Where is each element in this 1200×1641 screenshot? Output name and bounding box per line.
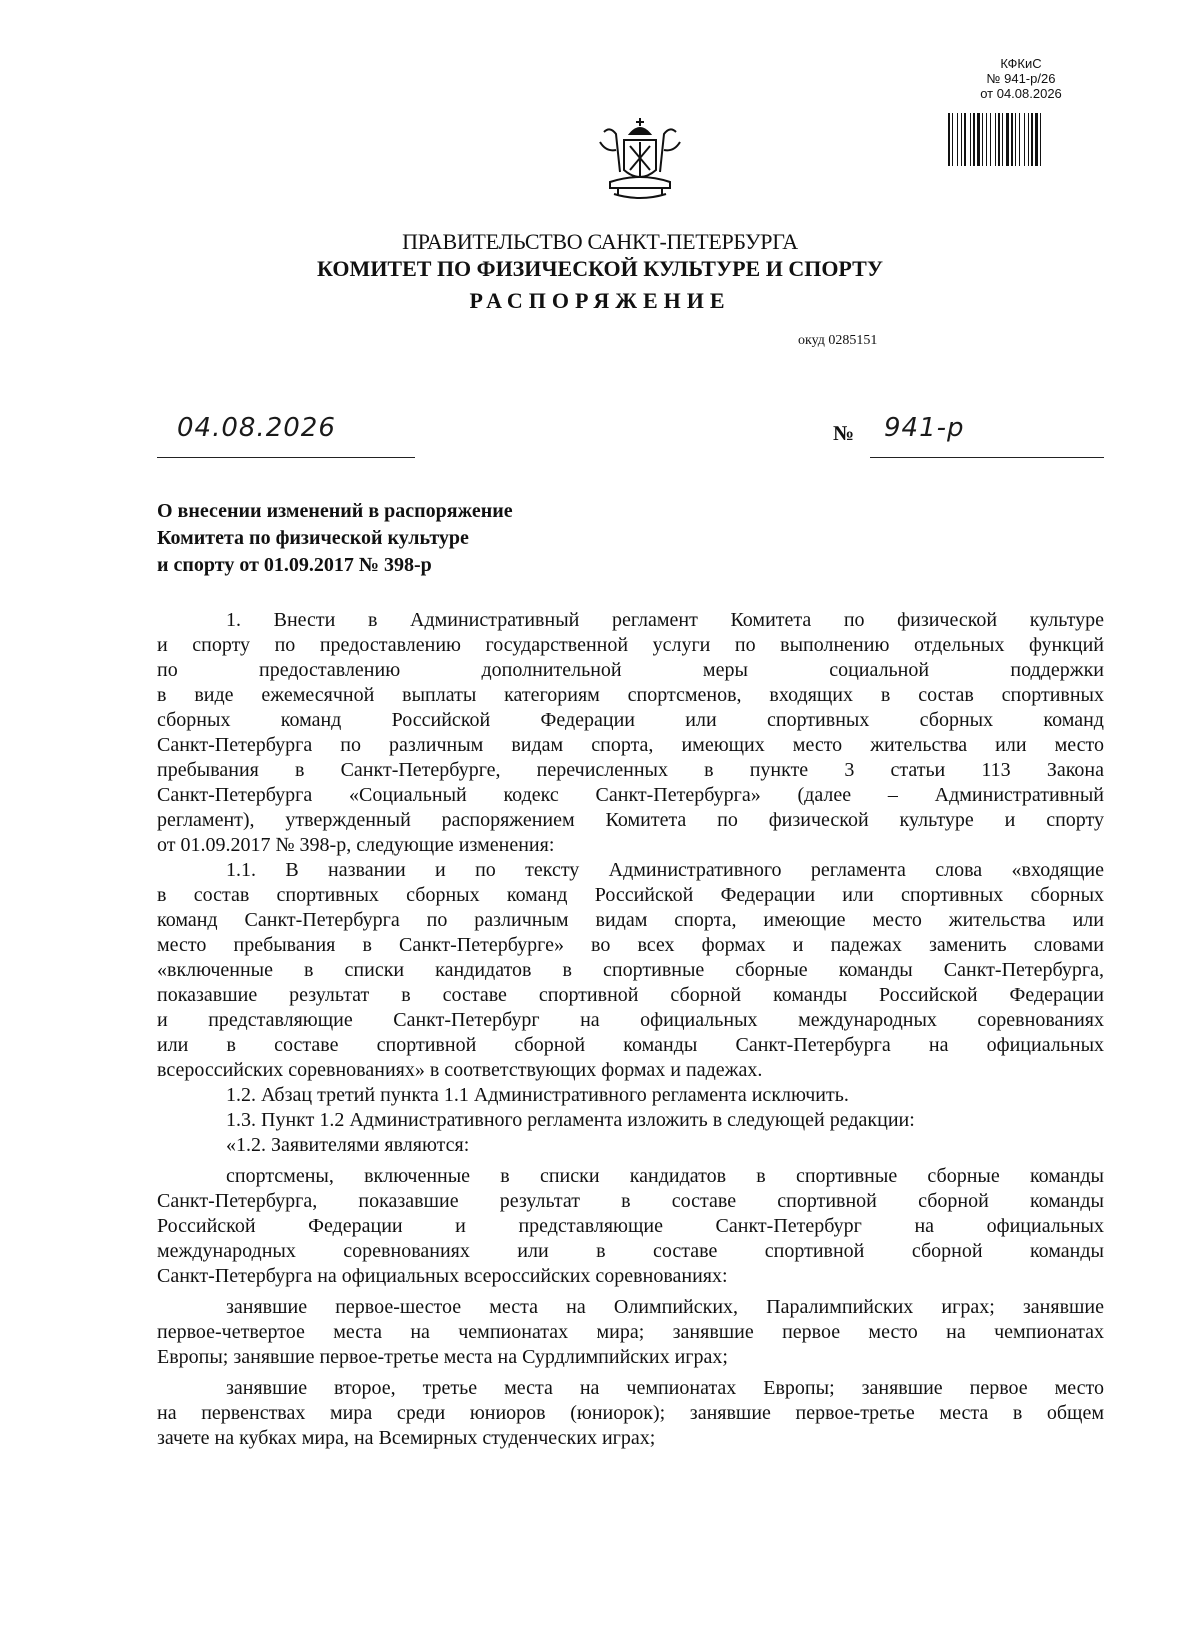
body-line: по предоставлению дополнительной меры социальной поддержки	[157, 659, 1104, 681]
body-line: Санкт-Петербурга на официальных всероссийских соревнованиях:	[157, 1265, 728, 1287]
body-line: спортсмены, включенные в списки кандидатов в спортивные сборные команды	[226, 1165, 1104, 1187]
okud-code: окуд 0285151	[798, 333, 878, 348]
barcode-bar	[957, 113, 958, 166]
body-line: в виде ежемесячной выплаты категориям спортсменов, входящих в состав спортивных	[157, 684, 1104, 706]
barcode-bar	[982, 113, 983, 166]
handwritten-date: 04.08.2026	[177, 413, 336, 443]
barcode-bar	[986, 113, 987, 166]
barcode-bar	[990, 113, 991, 166]
body-line: 1. Внести в Административный регламент Комитета по физической культуре	[226, 609, 1104, 631]
body-line: занявшие второе, третье места на чемпионатах Европы; занявшие первое место	[226, 1377, 1104, 1399]
body-line: зачете на кубках мира, на Всемирных студенческих играх;	[157, 1427, 656, 1449]
barcode-bar	[973, 113, 975, 166]
barcode-bar	[1024, 113, 1025, 166]
body-line: и представляющие Санкт-Петербург на официальных международных соревнованиях	[157, 1009, 1104, 1031]
body-line: место пребывания в Санкт-Петербурге» во всех формах и падежах заменить словами	[157, 934, 1104, 956]
committee-title: КОМИТЕТ ПО ФИЗИЧЕСКОЙ КУЛЬТУРЕ И СПОРТУ	[317, 256, 883, 281]
coat-of-arms-emblem	[596, 112, 684, 204]
barcode-bar	[952, 113, 953, 166]
barcode-bar	[961, 113, 962, 166]
body-line: показавшие результат в составе спортивной сборной команды Российской Федерации	[157, 984, 1104, 1006]
barcode	[948, 113, 1100, 166]
barcode-bar	[998, 113, 1000, 166]
handwritten-number: 941-р	[884, 413, 965, 443]
barcode-bar	[1019, 113, 1020, 166]
body-line: или в составе спортивной сборной команды Санкт-Петербурга на официальных	[157, 1034, 1104, 1056]
barcode-bar	[1011, 113, 1013, 166]
subject-line: и спорту от 01.09.2017 № 398-р	[157, 554, 432, 576]
body-line: «1.2. Заявителями являются:	[226, 1134, 470, 1156]
number-label: №	[833, 421, 855, 445]
body-line: 1.2. Абзац третий пункта 1.1 Административного регламента исключить.	[226, 1084, 849, 1106]
stamp-date: от 04.08.2026	[980, 86, 1062, 101]
body-line: команд Санкт-Петербурга по различным видам спорта, имеющие место жительства или	[157, 909, 1104, 931]
date-field	[157, 413, 415, 458]
subject-line: Комитета по физической культуре	[157, 527, 469, 549]
body-line: регламент), утвержденный распоряжением Комитета по физической культуре и спорту	[157, 809, 1104, 831]
body-line: «включенные в списки кандидатов в спортивные сборные команды Санкт-Петербурга,	[157, 959, 1104, 981]
body-line: сборных команд Российской Федерации или спортивных сборных команд	[157, 709, 1104, 731]
barcode-bar	[1031, 113, 1033, 166]
stamp-number: № 941-р/26	[986, 71, 1056, 86]
barcode-bar	[1002, 113, 1003, 166]
barcode-bar	[1040, 113, 1041, 166]
barcode-bar	[995, 113, 996, 166]
body-line: первое-четвертое места на чемпионатах мира; занявшие первое место на чемпионатах	[157, 1321, 1104, 1343]
barcode-bar	[1028, 113, 1029, 166]
document-subject	[157, 498, 513, 579]
subject-line: О внесении изменений в распоряжение	[157, 500, 513, 522]
stamp-organization: КФКиС	[1000, 56, 1042, 71]
body-line: и спорту по предоставлению государственной услуги по выполнению отдельных функций	[157, 634, 1104, 656]
government-title: ПРАВИТЕЛЬСТВО САНКТ-ПЕТЕРБУРГА	[402, 229, 798, 254]
body-line: Санкт-Петербурга по различным видам спорта, имеющих место жительства или место	[157, 734, 1104, 756]
barcode-bar	[964, 113, 966, 166]
barcode-bar	[948, 113, 950, 166]
number-field	[870, 413, 1104, 458]
body-line: в состав спортивных сборных команд Российской Федерации или спортивных сборных	[157, 884, 1104, 906]
body-line: Европы; занявшие первое-третье места на Сурдлимпийских играх;	[157, 1346, 728, 1368]
barcode-bar	[977, 113, 980, 166]
body-line: Санкт-Петербурга, показавшие результат в составе спортивной сборной команды	[157, 1190, 1104, 1212]
body-line: 1.1. В названии и по тексту Административного регламента слова «входящие	[226, 859, 1104, 881]
barcode-bar	[970, 113, 971, 166]
body-line: всероссийских соревнованиях» в соответствующих формах и падежах.	[157, 1059, 763, 1081]
barcode-bar	[1015, 113, 1016, 166]
barcode-bar	[1035, 113, 1038, 166]
registration-stamp	[936, 56, 1106, 101]
body-line: занявшие первое-шестое места на Олимпийских, Паралимпийских играх; занявшие	[226, 1296, 1104, 1318]
body-line: Российской Федерации и представляющие Санкт-Петербург на официальных	[157, 1215, 1104, 1237]
barcode-bar	[1006, 113, 1009, 166]
body-line: Санкт-Петербурга «Социальный кодекс Санкт-Петербурга» (далее – Административный	[157, 784, 1104, 806]
body-line: пребывания в Санкт-Петербурге, перечисленных в пункте 3 статьи 113 Закона	[157, 759, 1104, 781]
body-line: международных соревнованиях или в составе спортивной сборной команды	[157, 1240, 1104, 1262]
body-line: 1.3. Пункт 1.2 Административного регламента изложить в следующей редакции:	[226, 1109, 915, 1131]
document-type-title: РАСПОРЯЖЕНИЕ	[469, 288, 731, 313]
document-body	[157, 608, 1104, 1451]
body-line: на первенствах мира среди юниоров (юниорок); занявшие первое-третье места в общем	[157, 1402, 1104, 1424]
body-line: от 01.09.2017 № 398-р, следующие изменения:	[157, 834, 555, 856]
